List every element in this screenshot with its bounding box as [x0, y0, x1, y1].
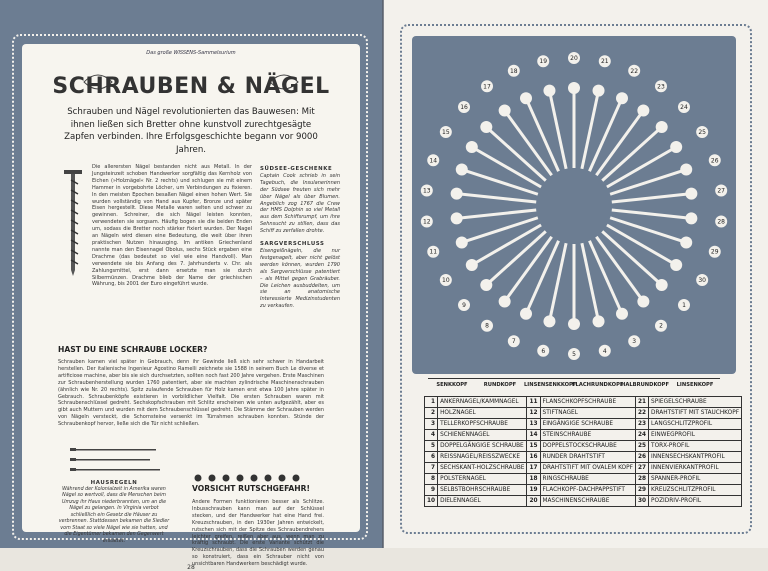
screw-number: 17 [483, 83, 491, 91]
legend-number: 10 [425, 496, 438, 507]
legend-label: TORX-PROFIL [649, 441, 742, 452]
legend-row [425, 485, 742, 496]
legend-label: POLSTERNAGEL [438, 474, 527, 485]
legend-number: 29 [635, 485, 648, 496]
screw-number: 18 [509, 67, 518, 75]
legend-number: 28 [635, 474, 648, 485]
legend-label: DOPPELSTOCKSCHRAUBE [540, 441, 635, 452]
legend-label: TELLERKOPFSCHRAUBE [438, 419, 527, 430]
sidebar-text: Eisengeißnägeln, die nur festgenagelt, aber nicht gelöst werden können, wurden 1790 als Sargverschlüsse patentiert – als Mittel gegen Grabräuber. Die Leichen ausbuddelten, um sie an anatomische Interessierte Medizinstudenten zu verkaufen. [260, 247, 340, 310]
screw-number: 26 [710, 157, 719, 165]
legend-label: DOPPELGÄNGIGE SCHRAUBE [438, 441, 527, 452]
legend-label: RUNDER DRAHTSTIFT [540, 452, 635, 463]
section-heading: VORSICHT RUTSCHGEFAHR! [192, 484, 310, 493]
legend-number: 4 [425, 430, 438, 441]
legend-label: DRAHTSTIFT MIT OVALEM KOPF [540, 463, 635, 474]
box-heading: HAUSREGELN [90, 480, 138, 486]
legend-row [425, 452, 742, 463]
legend-label: SECHSKANT-HOLZSCHRAUBE [438, 463, 527, 474]
head-types-row [428, 378, 720, 390]
legend-label: KREUZSCHLITZPROFIL [649, 485, 742, 496]
screw-item [589, 241, 640, 347]
screw-item [582, 243, 611, 357]
screw-number: 28 [717, 218, 726, 226]
legend-label: SELBSTBOHRSCHRAUBE [438, 485, 527, 496]
screw-item [568, 244, 580, 360]
screw-item [508, 65, 559, 171]
legend-label: SPIEGELSCHRAUBE [649, 397, 742, 408]
legend-label: STEINSCHRAUBE [540, 430, 635, 441]
screw-number: 12 [422, 218, 431, 226]
box-text: Während der Kolonialzeit in Amerika waren Nägel so wertvoll, dass die Menschen beim Umzug ihr Haus niederbrannten, um an die Nägel zu gelangen. In Virginia verbot schließlich ein Gesetz die Häuser zu verbrennen. Stattdessen bekamen die Siedler vom Staat so viele Nägel wie sie hatten, und die Eigentümer bekamen den Gegenwert erstattet. [58, 486, 170, 544]
text-frame [22, 44, 360, 571]
legend-label: HOLZNAGEL [438, 408, 527, 419]
screw-number: 20 [570, 55, 578, 62]
screws-illustration-panel [412, 36, 736, 374]
legend-row [425, 419, 742, 430]
screw-number: 19 [539, 58, 548, 66]
legend-row [425, 496, 742, 507]
legend-label: DRAHTSTIFT MIT STAUCHKOPF [649, 408, 742, 419]
legend-number: 6 [425, 452, 438, 463]
legend-row [425, 474, 742, 485]
legend-label: MASCHINENSCHRAUBE [540, 496, 635, 507]
legend-number: 8 [425, 474, 438, 485]
screw-item [589, 65, 640, 171]
head-type-label: LINSENKOPF [670, 378, 720, 391]
legend-number: 26 [635, 452, 648, 463]
legend-number: 27 [635, 463, 648, 474]
head-type-label: SENKKOPF [428, 378, 476, 391]
legend-number: 17 [527, 463, 540, 474]
legend-label: SPANNER-PROFIL [649, 474, 742, 485]
legend-row [425, 463, 742, 474]
legend-number: 11 [527, 397, 540, 408]
screw-number: 27 [717, 187, 726, 195]
screw-number: 2 [659, 322, 663, 330]
screw-number: 7 [511, 338, 516, 346]
legend-label: STIFTNAGEL [540, 408, 635, 419]
legend-number: 30 [635, 496, 648, 507]
legend-number: 7 [425, 463, 438, 474]
intro-text: Schrauben und Nägel revolutionierten das Bauwesen: Mit ihnen ließen sich Bretter ohne kunstvoll zurechtgesägte Zapfen verbinden. Ihre Erfolgsgeschichte begann vor 9000 Jahren. [64, 107, 318, 155]
screw-number: 13 [422, 187, 431, 195]
main-column: Die allerersten Nägel bestanden nicht aus Metall. In der Jungsteinzeit schoben Handwerker sorgfältig das Kernholz von Eichen (»Holznägel« Nr. 2 rechts) und schlugen sie mit einem Hammer in vorgebohrte Löcher, um Verbindungen zu fixieren. In den meisten Epochen besaßen Nägel einen hohen Wert. Sie wurden vollständig von Hand aus Kupfer, Bronze und später Eisen hergestellt. Diese Metalle waren selten und schwer zu gewinnen. Schreiner, die sich Nägel leisten konnten, verwendeten sie sorgsam. Häufig bogen sie die beiden Enden um, sodass die Bretter noch stärker fixiert wurden. Der Nagel an Nägeln wird diesen eine Bedeutung, die weit über ihren praktischen Nutzen hinausging. Im antiken Griechenland nannte man den Eisennagel Obolus, sechs Stück ergaben eine Drachme (das bedeutet so viel wie eine Handvoll). Man verwendete sie bis Anfang des 7. Jahrhunderts v. Chr. als Zahlungsmittel, erst dann ersetzte man sie durch Silbermünzen. Drachme blieb der Name der griechischen Währung, bis 2001 der Euro eingeführt wurde. [92, 164, 252, 288]
screw-number: 6 [541, 347, 546, 355]
screw-number: 1 [682, 302, 686, 310]
screw-number: 3 [632, 338, 637, 346]
screw-heads-row [192, 474, 332, 482]
screw-item [568, 52, 580, 168]
legend-number: 5 [425, 441, 438, 452]
screw-number: 30 [698, 277, 706, 284]
legend-number: 25 [635, 441, 648, 452]
screw-number: 22 [630, 67, 639, 75]
screw-item [582, 55, 611, 169]
legend-number: 21 [635, 397, 648, 408]
legend-row [425, 397, 742, 408]
house-rules-box [58, 478, 170, 545]
screw-item [508, 241, 559, 347]
screw-number: 15 [442, 129, 450, 136]
legend-label: ANKERNAGEL/KAMMNAGEL [438, 397, 527, 408]
screw-number: 25 [698, 129, 706, 136]
legend-number: 9 [425, 485, 438, 496]
page-title: SCHRAUBEN & NÄGEL [52, 74, 330, 99]
screw-number: 10 [442, 277, 450, 284]
nails-illustration [68, 442, 164, 476]
screw-number: 8 [485, 322, 489, 330]
page-number: 28 [187, 564, 195, 571]
legend-number: 16 [527, 452, 540, 463]
legend-number: 24 [635, 430, 648, 441]
legend-label: EINWEGPROFIL [649, 430, 742, 441]
legend-number: 3 [425, 419, 438, 430]
right-page [384, 0, 768, 548]
section-heading: HAST DU EINE SCHRAUBE LOCKER? [58, 345, 208, 354]
screw-number: 5 [572, 351, 576, 358]
legend-label: INNENVIERKANTPROFIL [649, 463, 742, 474]
screw-number: 11 [429, 248, 438, 256]
legend-label: FLACHKOPF-DACHPAPPSTIFT [540, 485, 635, 496]
screw-number: 21 [600, 58, 609, 66]
legend-number: 19 [527, 485, 540, 496]
legend-number: 2 [425, 408, 438, 419]
legend-label: RINGSCHRAUBE [540, 474, 635, 485]
legend-label: SCHIENENNAGEL [438, 430, 527, 441]
screw-item [537, 243, 566, 357]
head-type-label: LINSENSENKKOPF [524, 378, 572, 391]
section-text: Andere Formen funktionieren besser als Schlitze. Inbusschrauben kann man auf der Schlüssel stecken, und der Handwerker hat eine Hand frei. Kreuzschrauben, in den 1930er Jahren entwickelt, rutschen sich mit der Spitze des Schraubendrehers leichter greifen, reißen aber aus, wenn man zu kräftig schraubt. Die erste Variante schützt die Kreuzschrauben, dass die Schrauben werden genau so konstruiert, dass ein Schrauber nicht von unsichtbaren Handwerkern beschädigt wurde. [192, 499, 324, 568]
series-title: Das große WISSENS-Sammelsurium [146, 50, 236, 56]
legend-number: 22 [635, 408, 648, 419]
head-type-label: RUNDKOPF [476, 378, 524, 391]
radial-screws-graphic [412, 36, 736, 374]
legend-number: 14 [527, 430, 540, 441]
head-type-label: HALBRUNDKOPF [620, 378, 670, 391]
legend-label: INNENSECHSKANTPROFIL [649, 452, 742, 463]
sidebar-text: Captain Cook schrieb in sein Tagebuch, die Insulanerinnen der Südsee freuten sich mehr über Nägel als über Blumen. Angeblich zog 1767 die Crew der HMS Dolphin so viel Metall aus dem Schiffsrumpf, um ihre Sehnsucht zu stillen, dass das Schiff zu zerfallen drohte. [260, 172, 340, 235]
head-type-label: FLACHRUNDKOPF [572, 378, 620, 391]
screw-number: 29 [710, 248, 719, 256]
legend-number: 18 [527, 474, 540, 485]
legend-row [425, 441, 742, 452]
legend-number: 12 [527, 408, 540, 419]
screw-item [537, 55, 566, 169]
legend-row [425, 408, 742, 419]
legend-row [425, 430, 742, 441]
legend-number: 23 [635, 419, 648, 430]
legend-label: FLANSCHKOPFSCHRAUBE [540, 397, 635, 408]
legend-label: EINGÄNGIGE SCHRAUBE [540, 419, 635, 430]
legend-label: LANGSCHLITZPROFIL [649, 419, 742, 430]
screw-number: 9 [462, 302, 466, 310]
legend-number: 20 [527, 496, 540, 507]
sidebar-heading: SÜDSEE-GESCHENKE [260, 166, 333, 172]
legend-number: 13 [527, 419, 540, 430]
sidebar-heading: SARGVERSCHLUSS [260, 241, 325, 248]
sidebar-column [260, 164, 340, 310]
legend-table [424, 396, 742, 507]
screw-illustration [58, 168, 88, 278]
section-text: Schrauben kamen viel später in Gebrauch, denn ihr Gewinde ließ sich sehr schwer in Handarbeit herstellen. Der italienische Ingenieur Agostino Ramelli zeichnete sie 1588 in seinem Buch Le diverse et artificiose machine, aber bis sie sich durchsetzten, sollten noch fast 200 Jahre vergehen. Erste Maschinen zur Schraubenherstellung wurden 1760 patentiert, aber sie machten zylindrische Maschinenschrauben (ähnlich wie Nr. 20 rechts). Spitz zulaufende Schrauben für Holz kamen erst etwa 100 Jahre später in Gebrauch. Schraubenköpfe existieren in vorbildlicher Vielfalt. Die ersten Schrauben waren mit Schraubenschlüssel gedreht. Sechskopfschrauben mit Schlitz erscheinen wie unten aufgezählt, aber es gibt auch Muttern und wurden mit dem Schraubenschlüssel gedreht. Die Stämme der Schrauben werden von Nägeln versteckt, die Schornsteine versenkt im Türrahmen schrauben konnten. Stünde der Schraubenkopf hervor, ließe sich die Tür nicht schließen. [58, 359, 324, 428]
legend-label: DIELENNAGEL [438, 496, 527, 507]
screw-number: 14 [429, 157, 438, 165]
legend-number: 1 [425, 397, 438, 408]
screw-number: 16 [460, 103, 468, 111]
screw-number: 24 [680, 103, 688, 111]
legend-label: POZIDRIV-PROFIL [649, 496, 742, 507]
legend-label: REISSNAGEL/REISSZWECKE [438, 452, 527, 463]
screw-number: 23 [657, 83, 665, 91]
legend-number: 15 [527, 441, 540, 452]
screw-number: 4 [602, 347, 607, 355]
